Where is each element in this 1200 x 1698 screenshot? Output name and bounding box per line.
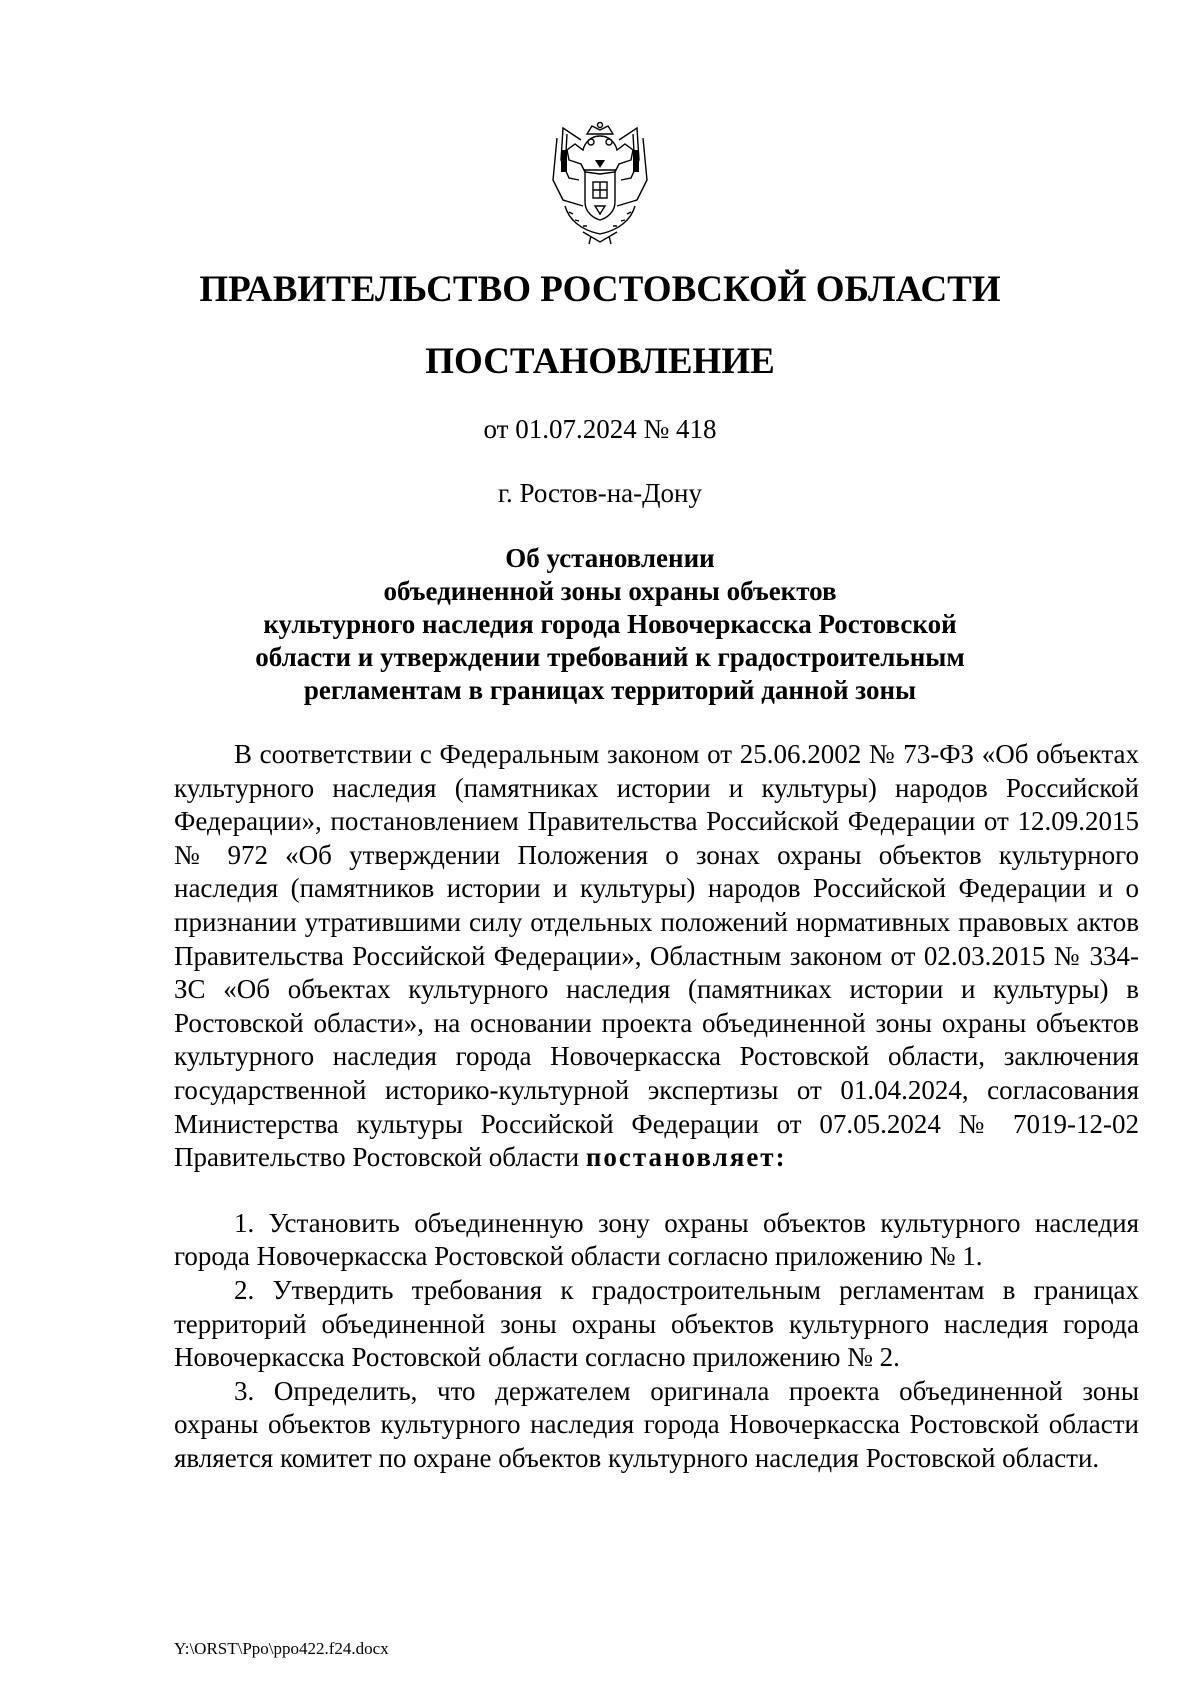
preamble-paragraph xyxy=(174,738,1139,1175)
document-type: ПОСТАНОВЛЕНИЕ xyxy=(425,341,775,382)
government-name: ПРАВИТЕЛЬСТВО РОСТОВСКОЙ ОБЛАСТИ xyxy=(199,269,1001,310)
document-city: г. Ростов-на-Дону xyxy=(497,478,702,508)
decree-word: постановляет: xyxy=(585,1142,787,1173)
preamble-text: В соответствии с Федеральным законом от 25.06.2002 № 73-ФЗ «Об объектах культурного наследия (памятниках истории и культуры) народов Российской Федерации», постановлением Правительства Российской Федерации от 12.09.2015 № 972 «Об утверждении Положения о зонах охраны объектов культурного наследия (памятников истории и культуры) народов Российской Федерации и о признании утратившими силу отдельных положений нормативных правовых актов Правительства Российской Федерации», Областным законом от 02.03.2015 № 334-ЗС «Об объектах культурного наследия (памятниках истории и культуры) в Ростовской области», на основании проекта объединенной зоны охраны объектов культурного наследия города Новочеркасска Ростовской области, заключения государственной историко-культурной экспертизы от 01.04.2024, согласования Министерства культуры Российской Федерации от 07.05.2024 № 7019-12-02 Правительство Ростовской области xyxy=(174,739,1139,1173)
subject-line: объединенной зоны охраны объектов xyxy=(383,576,837,606)
clause-2: 2. Утвердить требования к градостроительным регламентам в границах территорий объединенной зоны охраны объектов культурного наследия города Новочеркасска Ростовской области согласно приложению № 2. xyxy=(174,1274,1139,1373)
subject-line: области и утверждении требований к градостроительным xyxy=(255,642,965,672)
document-date-number: от 01.07.2024 № 418 xyxy=(483,414,717,444)
clause-3: 3. Определить, что держателем оригинала проекта объединенной зоны охраны объектов культурного наследия города Новочеркасска Ростовской области является комитет по охране объектов культурного наследия Ростовской области. xyxy=(174,1375,1139,1473)
document-subject xyxy=(160,542,1060,707)
footer-file-path: Y:\ORST\Ppo\ppo422.f24.docx xyxy=(174,1639,389,1658)
subject-line: регламентам в границах территорий данной зоны xyxy=(303,675,917,705)
clause-1: 1. Установить объединенную зону охраны объектов культурного наследия города Новочеркасска Ростовской области согласно приложению № 1. xyxy=(174,1207,1139,1272)
subject-line: культурного наследия города Новочеркасска Ростовской xyxy=(263,609,957,639)
document-body xyxy=(174,738,1139,1475)
rostov-oblast-coat-of-arms-icon xyxy=(545,120,655,245)
subject-line: Об установлении xyxy=(505,543,715,573)
